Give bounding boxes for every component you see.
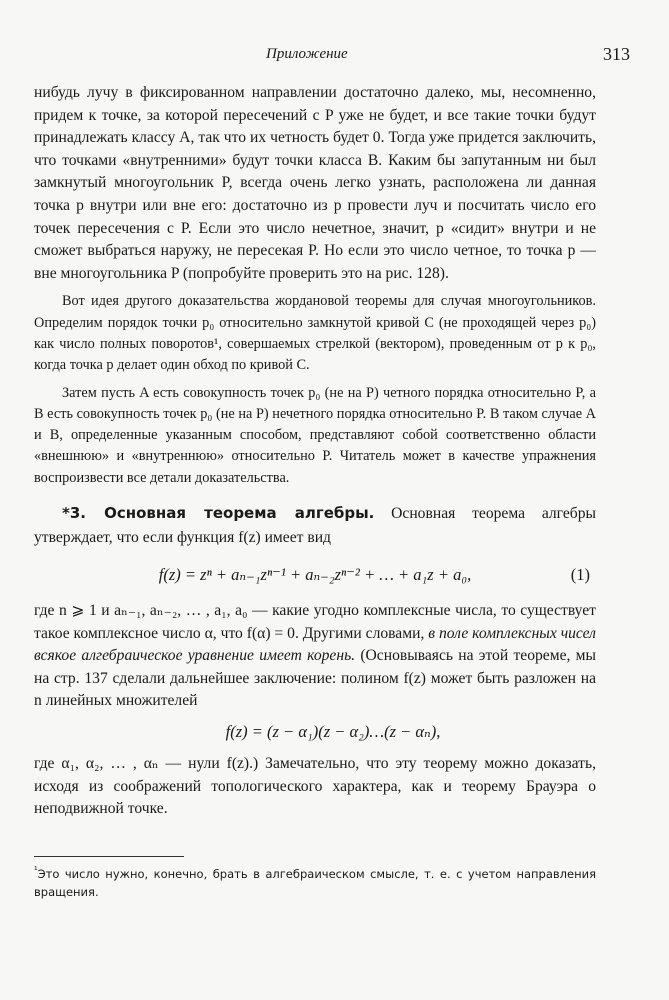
page-number: 313: [603, 44, 630, 64]
running-head-title: Приложение: [266, 46, 348, 62]
paragraph-alt-proof: Вот идея другого доказательства жордановой теоремы для случая многоугольников. Определим порядок точки p₀ относительно замкнутой кривой C (не проходящей через p₀) как число полных поворотов¹, совершаемых стрелкой (вектором), проведенным от p к p₀, когда точка p делает один обход по кривой C.: [34, 293, 596, 374]
section-intro: [34, 501, 596, 550]
equation-factorization: f(z) = (z − α₁)(z − α₂)…(z − αₙ),: [225, 721, 441, 741]
footnote-text: Это число нужно, конечно, брать в алгебраическом смысле, т. е. с учетом направления вращения.: [34, 866, 596, 899]
paragraph-classes: Затем пусть A есть совокупность точек p₀ (не на P) четного порядка относительно P, а B есть совокупность точек p₀ (не на P) нечетного порядка относительно P. В таком случае A и B, определенные указанным способом, представляют собой соответственно области «внешнюю» и «внутреннюю» относительно P. Читатель может в качестве упражнения воспроизвести все детали доказательства.: [34, 384, 596, 486]
section-heading: *3. Основная теорема алгебры.: [62, 504, 375, 523]
paragraph-final: где α₁, α₂, … , αₙ — нули f(z).) Замечательно, что эту теорему можно доказать, исходя из соображений топологического характера, как и теорему Брауэра о неподвижной точке.: [34, 754, 596, 818]
paragraph-continuation: нибудь лучу в фиксированном направлении достаточно далеко, мы, несомненно, придем к точке, за которой пересечений с P уже не будет, и все такие точки будут принадлежать классу A, так что их четность будет 0. Тогда уже придется заключить, что точками «внутренними» будут точки класса B. Каким бы запутанным ни был замкнутый многоугольник P, всегда очень легко узнать, расположена ли данная точка p внутри или вне его: достаточно из p провести луч и посчитать число его точек пересечения с P. Если это число нечетное, значит, p «сидит» внутри и не сможет выбраться наружу, не пересекая P. Но если это число четное, то точка p — вне многоугольника P (попробуйте проверить это на рис. 128).: [34, 84, 596, 282]
theorem-statement: где n ⩾ 1 и aₙ₋₁, aₙ₋₂, … , a₁, a₀ — какие угодно комплексные числа, то существует такое комплексное число α, что f(α) = 0. Другими словами,: [34, 602, 596, 642]
equation-1-body: f(z) = zⁿ + aₙ₋₁zⁿ⁻¹ + aₙ₋₂zⁿ⁻² + … + a₁z + a₀,: [158, 565, 472, 585]
equation-1-number: (1): [570, 565, 590, 585]
book-page: [34, 0, 634, 1000]
equation-1: [34, 564, 596, 588]
theorem-italic: в поле комплексных чисел всякое алгебраическое уравнение имеет корень.: [34, 624, 596, 665]
body-text: [34, 82, 596, 821]
theorem-remark: (Основываясь на этой теореме, мы на стр. 137 сделали дальнейшее заключение: полином f(z) может быть разложен на n линейных множителей: [34, 647, 596, 710]
footnote-rule: [34, 856, 184, 857]
footnote: [34, 862, 596, 901]
paragraph-theorem: [34, 600, 596, 713]
section-intro-text: Основная теорема алгебры утверждает, что если функция f(z) имеет вид: [34, 505, 596, 547]
footnote-marker: ¹: [34, 866, 38, 876]
